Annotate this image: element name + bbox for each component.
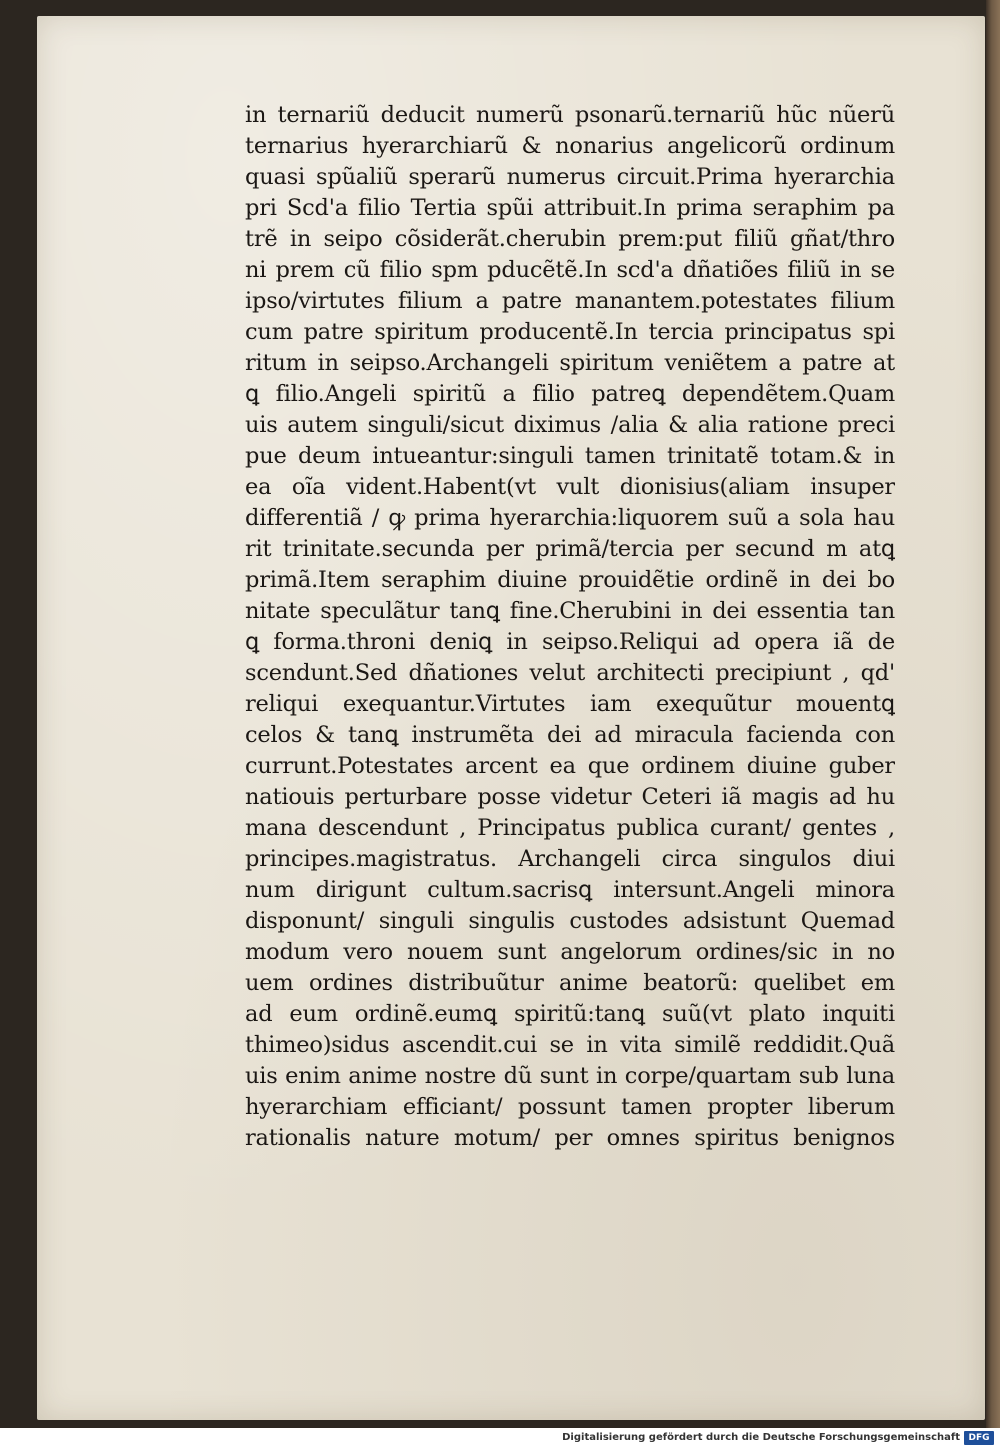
- footer-bar: [0, 1428, 1000, 1450]
- text-line: ritum in seipso.Archangeli spiritum veniẽtem a patre at: [245, 350, 895, 376]
- text-line: ea oĩa vident.Habent(vt vult dionisius(aliam insuper: [245, 474, 895, 500]
- text-line: uis enim anime nostre dũ sunt in corpe/quartam sub luna: [245, 1063, 895, 1089]
- text-line: ꝗ filio.Angeli spiritũ a filio patreꝗ dependẽtem.Quam: [245, 381, 895, 407]
- text-line: natiouis perturbare posse videtur Ceteri iã magis ad hu: [245, 784, 895, 810]
- text-line: pue deum intueantur:singuli tamen trinitatẽ totam.& in: [245, 443, 895, 469]
- text-line: disponunt/ singuli singulis custodes adsistunt Quemad: [245, 908, 895, 934]
- page-text: [245, 100, 895, 1154]
- text-line: quasi spũaliũ sperarũ numerus circuit.Prima hyerarchia: [245, 164, 895, 190]
- text-line: principes.magistratus. Archangeli circa singulos diui: [245, 846, 895, 872]
- text-line: uis autem singuli/sicut diximus /alia & alia ratione preci: [245, 412, 895, 438]
- text-line: differentiã / ꝙ prima hyerarchia:liquorem suũ a sola hau: [245, 505, 895, 531]
- funding-note: Digitalisierung gefördert durch die Deutsche Forschungsgemeinschaft: [562, 1432, 960, 1443]
- text-line: celos & tanꝗ instrumẽta dei ad miracula facienda con: [245, 722, 895, 748]
- dfg-logo: DFG: [964, 1431, 994, 1445]
- text-line: thimeo)sidus ascendit.cui se in vita similẽ reddidit.Quã: [245, 1032, 895, 1058]
- text-line: ꝗ forma.throni deniꝗ in seipso.Reliqui ad opera iã de: [245, 629, 895, 655]
- text-line: mana descendunt , Principatus publica curant/ gentes ,: [245, 815, 895, 841]
- text-line: scendunt.Sed dñationes velut architecti precipiunt , qd': [245, 660, 895, 686]
- text-line: ipso/virtutes filium a patre manantem.potestates filium: [245, 288, 895, 314]
- text-line: pri Scd'a filio Tertia spũi attribuit.In prima seraphim pa: [245, 195, 895, 221]
- text-line: ni prem cũ filio spm pducẽtẽ.In scd'a dñatiões filiũ in se: [245, 257, 895, 283]
- text-line: nitate speculãtur tanꝗ fine.Cherubini in dei essentia tan: [245, 598, 895, 624]
- text-line: primã.Item seraphim diuine prouidẽtie ordinẽ in dei bo: [245, 567, 895, 593]
- text-line: num dirigunt cultum.sacrisꝗ intersunt.Angeli minora: [245, 877, 895, 903]
- text-line: reliqui exequantur.Virtutes iam exequũtur mouentꝗ: [245, 691, 895, 717]
- text-line: cum patre spiritum producentẽ.In tercia principatus spi: [245, 319, 895, 345]
- text-line: modum vero nouem sunt angelorum ordines/sic in no: [245, 939, 895, 965]
- page-edge: [986, 0, 1000, 1428]
- text-line: ternarius hyerarchiarũ & nonarius angelicorũ ordinum: [245, 133, 895, 159]
- text-line: rit trinitate.secunda per primã/tercia per secund m atꝗ: [245, 536, 895, 562]
- text-line: currunt.Potestates arcent ea que ordinem diuine guber: [245, 753, 895, 779]
- text-line: uem ordines distribuũtur anime beatorũ: quelibet em: [245, 970, 895, 996]
- text-line: ad eum ordinẽ.eumꝗ spiritũ:tanꝗ suũ(vt plato inquiti: [245, 1001, 895, 1027]
- text-line: trẽ in seipo cõsiderãt.cherubin prem:put filiũ gñat/thro: [245, 226, 895, 252]
- text-line: rationalis nature motum/ per omnes spiritus benignos: [245, 1125, 895, 1151]
- book-page: [37, 16, 985, 1420]
- text-line: in ternariũ deducit numerũ psonarũ.ternariũ hũc nũerũ: [245, 102, 895, 128]
- text-line: hyerarchiam efficiant/ possunt tamen propter liberum: [245, 1094, 895, 1120]
